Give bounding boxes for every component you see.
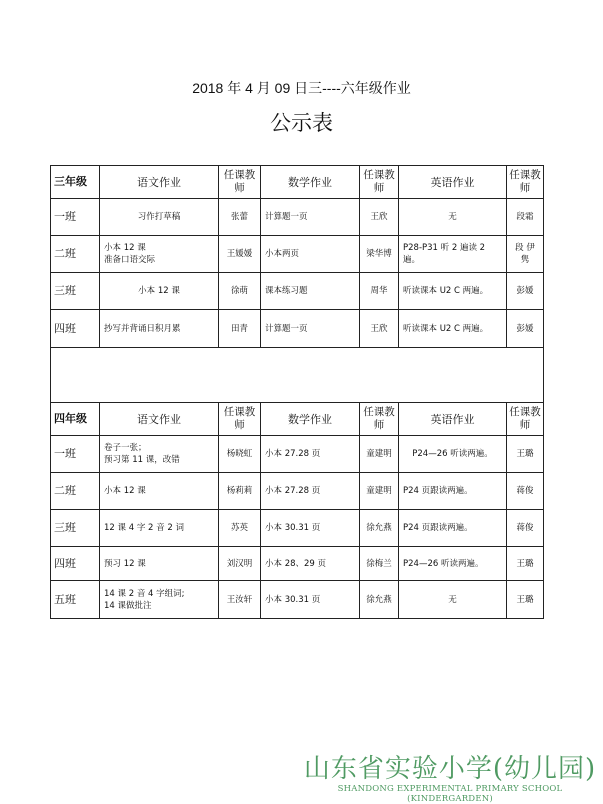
page-title: 2018 年 4 月 09 日三----六年级作业 xyxy=(192,80,411,96)
english-homework-cell: P24 页跟读两遍。 xyxy=(399,510,507,547)
chinese-teacher-cell: 徐萌 xyxy=(219,273,261,310)
english-teacher-cell: 段 伊 隽 xyxy=(507,236,544,273)
chinese-teacher-cell: 王媛媛 xyxy=(219,236,261,273)
header-english: 英语作业 xyxy=(399,166,507,199)
chinese-homework-cell: 小本 12 课 xyxy=(100,273,219,310)
chinese-homework-cell: 12 课 4 字 2 音 2 词 xyxy=(100,510,219,547)
header-teacher: 任课教师 xyxy=(360,403,399,436)
english-teacher-cell: 彭媛 xyxy=(507,310,544,348)
math-homework-cell: 小本两页 xyxy=(261,236,360,273)
math-teacher-cell: 徐梅兰 xyxy=(360,547,399,581)
header-teacher: 任课教师 xyxy=(219,403,261,436)
math-teacher-cell: 童建明 xyxy=(360,436,399,473)
table-row xyxy=(51,547,544,581)
math-teacher-cell: 梁华博 xyxy=(360,236,399,273)
english-teacher-cell: 蒋俊 xyxy=(507,473,544,510)
chinese-homework-cell: 习作打草稿 xyxy=(100,199,219,236)
english-homework-cell: P24—26 听读两遍。 xyxy=(399,436,507,473)
math-homework-cell: 计算题一页 xyxy=(261,199,360,236)
chinese-teacher-cell: 刘汉明 xyxy=(219,547,261,581)
english-homework-cell: 无 xyxy=(399,199,507,236)
chinese-homework-cell: 小本 12 课 准备口语交际 xyxy=(100,236,219,273)
header-chinese: 语文作业 xyxy=(100,166,219,199)
spacer-row xyxy=(51,348,544,403)
grade4-header-row xyxy=(51,403,544,436)
table-row xyxy=(51,199,544,236)
header-teacher: 任课教师 xyxy=(507,403,544,436)
english-teacher-cell: 王璐 xyxy=(507,436,544,473)
chinese-homework-cell: 小本 12 课 xyxy=(100,473,219,510)
header-chinese: 语文作业 xyxy=(100,403,219,436)
class-cell: 三班 xyxy=(51,510,100,547)
homework-table xyxy=(50,165,544,619)
class-cell: 二班 xyxy=(51,473,100,510)
math-teacher-cell: 王欣 xyxy=(360,199,399,236)
table-row xyxy=(51,581,544,619)
chinese-teacher-cell: 王汝轩 xyxy=(219,581,261,619)
math-homework-cell: 小本 30.31 页 xyxy=(261,581,360,619)
english-homework-cell: 无 xyxy=(399,581,507,619)
logo-chinese-name: 山东省实验小学(幼儿园) xyxy=(303,754,597,784)
page-subtitle: 公示表 xyxy=(270,111,333,135)
class-cell: 五班 xyxy=(51,581,100,619)
header-math: 数学作业 xyxy=(261,403,360,436)
table-row xyxy=(51,510,544,547)
school-logo xyxy=(300,748,600,804)
grade4-label: 四年级 xyxy=(51,403,100,436)
header-english: 英语作业 xyxy=(399,403,507,436)
english-homework-cell: 听读课本 U2 C 两遍。 xyxy=(399,310,507,348)
math-teacher-cell: 周华 xyxy=(360,273,399,310)
english-teacher-cell: 段霜 xyxy=(507,199,544,236)
table-row xyxy=(51,473,544,510)
math-teacher-cell: 徐允燕 xyxy=(360,581,399,619)
math-homework-cell: 小本 27.28 页 xyxy=(261,473,360,510)
english-teacher-cell: 彭媛 xyxy=(507,273,544,310)
math-homework-cell: 计算题一页 xyxy=(261,310,360,348)
chinese-teacher-cell: 杨莉莉 xyxy=(219,473,261,510)
chinese-teacher-cell: 杨晓虹 xyxy=(219,436,261,473)
table-row xyxy=(51,236,544,273)
chinese-homework-cell: 卷子一张； 预习第 11 课，改错 xyxy=(100,436,219,473)
grade3-header-row xyxy=(51,166,544,199)
math-teacher-cell: 童建明 xyxy=(360,473,399,510)
math-homework-cell: 小本 30.31 页 xyxy=(261,510,360,547)
english-teacher-cell: 王璐 xyxy=(507,581,544,619)
math-homework-cell: 小本 28、29 页 xyxy=(261,547,360,581)
header-teacher: 任课教师 xyxy=(360,166,399,199)
chinese-homework-cell: 14 课 2 音 4 字组词; 14 课做批注 xyxy=(100,581,219,619)
chinese-homework-cell: 预习 12 课 xyxy=(100,547,219,581)
english-homework-cell: 听读课本 U2 C 两遍。 xyxy=(399,273,507,310)
chinese-teacher-cell: 田青 xyxy=(219,310,261,348)
english-teacher-cell: 王璐 xyxy=(507,547,544,581)
english-homework-cell: P24—26 听读两遍。 xyxy=(399,547,507,581)
class-cell: 四班 xyxy=(51,310,100,348)
math-teacher-cell: 徐允燕 xyxy=(360,510,399,547)
grade3-label: 三年级 xyxy=(51,166,100,199)
english-teacher-cell: 蒋俊 xyxy=(507,510,544,547)
math-homework-cell: 课本练习题 xyxy=(261,273,360,310)
math-homework-cell: 小本 27.28 页 xyxy=(261,436,360,473)
math-teacher-cell: 王欣 xyxy=(360,310,399,348)
table-row xyxy=(51,436,544,473)
class-cell: 一班 xyxy=(51,199,100,236)
chinese-homework-cell: 抄写并背诵日积月累 xyxy=(100,310,219,348)
table-row xyxy=(51,310,544,348)
english-homework-cell: P24 页跟读两遍。 xyxy=(399,473,507,510)
header-teacher: 任课教师 xyxy=(219,166,261,199)
spacer-cell xyxy=(51,348,544,403)
class-cell: 二班 xyxy=(51,236,100,273)
english-homework-cell: P28-P31 听 2 遍读 2 遍。 xyxy=(399,236,507,273)
chinese-teacher-cell: 张蕾 xyxy=(219,199,261,236)
header-teacher: 任课教师 xyxy=(507,166,544,199)
class-cell: 四班 xyxy=(51,547,100,581)
table-row xyxy=(51,273,544,310)
logo-english-name: SHANDONG EXPERIMENTAL PRIMARY SCHOOL (KINDERGARDEN) xyxy=(337,784,563,804)
class-cell: 三班 xyxy=(51,273,100,310)
chinese-teacher-cell: 苏英 xyxy=(219,510,261,547)
header-math: 数学作业 xyxy=(261,166,360,199)
class-cell: 一班 xyxy=(51,436,100,473)
